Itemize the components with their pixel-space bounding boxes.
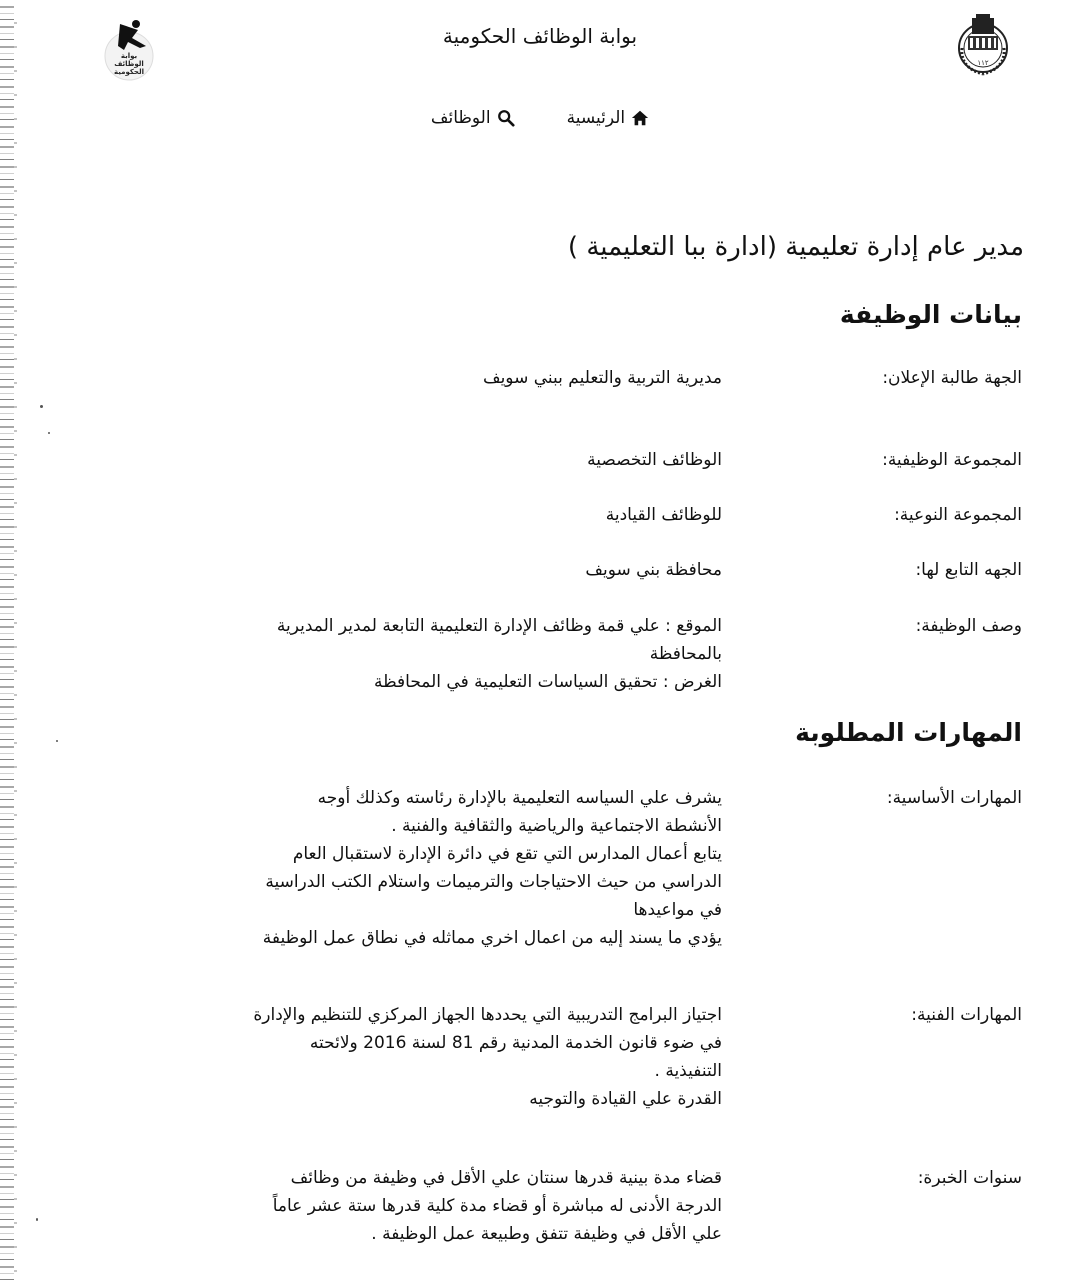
- jobs-portal-logo: [98, 16, 160, 82]
- skills-heading: المهارات المطلوبة: [795, 718, 1022, 747]
- field-affiliated-entity: [72, 556, 1022, 584]
- field-type-group: [72, 501, 1022, 529]
- field-label: الجهة طالبة الإعلان:: [882, 368, 1022, 388]
- home-icon: [631, 109, 649, 127]
- field-requesting-entity: [72, 364, 1022, 392]
- field-label: المهارات الأساسية:: [886, 788, 1022, 808]
- nav-home-link[interactable]: [567, 108, 650, 128]
- field-label: الجهه التابع لها:: [915, 560, 1022, 580]
- field-job-description: [72, 612, 1022, 696]
- nav-home-label: الرئيسية: [566, 108, 626, 128]
- field-label: المجموعة النوعية:: [894, 505, 1022, 525]
- field-job-group: [72, 446, 1022, 474]
- job-title: مدير عام إدارة تعليمية (ادارة ببا التعليمية ): [567, 232, 1024, 262]
- scan-speck: [56, 740, 58, 742]
- field-basic-skills: [72, 784, 1022, 952]
- field-experience-years: [72, 1164, 1022, 1248]
- site-header: [0, 0, 1080, 100]
- scan-speck: [36, 1218, 38, 1221]
- svg-text:بوابة: بوابة: [120, 52, 138, 60]
- nav-jobs-link[interactable]: [431, 108, 515, 128]
- field-value: مديرية التربية والتعليم ببني سويف: [482, 368, 722, 388]
- main-nav: [0, 108, 1080, 128]
- job-data-heading: بيانات الوظيفة: [839, 300, 1022, 329]
- field-label: سنوات الخبرة:: [917, 1168, 1022, 1188]
- field-label: المجموعة الوظيفية:: [882, 450, 1022, 470]
- field-value: محافظة بني سويف: [585, 560, 722, 580]
- site-title: بوابة الوظائف الحكومية: [442, 24, 638, 48]
- svg-text:الحكومية: الحكومية: [114, 68, 144, 76]
- field-label: المهارات الفنية:: [911, 1005, 1022, 1025]
- scan-edge-noise: [0, 0, 14, 1281]
- svg-text:١١٢: ١١٢: [977, 59, 989, 67]
- nav-jobs-label: الوظائف: [430, 108, 491, 128]
- search-icon: [497, 109, 515, 127]
- scan-speck: [48, 432, 50, 434]
- field-value: الموقع : علي قمة وظائف الإدارة التعليمية التابعة لمدير المديرية بالمحافظة الغرض : تحقيق السياسات التعليمية في المحافظة: [276, 616, 722, 692]
- field-technical-skills: [72, 1001, 1022, 1113]
- field-value: يشرف علي السياسه التعليمية بالإدارة رئاسته وكذلك أوجه الأنشطة الاجتماعية والرياضية والثقافية والفنية . يتابع أعمال المدارس التي تقع في دائرة الإدارة لاستقبال العام الدراسي من حيث الاحتياجات والترميمات واستلام الكتب الدراسية في مواعيدها يؤدي ما يسند إليه من اعمال اخري مماثله في نطاق عمل الوظيفة: [262, 788, 722, 948]
- field-value: اجتياز البرامج التدريبية التي يحددها الجهاز المركزي للتنظيم والإدارة في ضوء قانون الخدمة المدنية رقم 81 لسنة 2016 ولائحته التنفيذية . القدرة علي القيادة والتوجيه: [253, 1005, 722, 1109]
- field-value: قضاء مدة بينية قدرها سنتان علي الأقل في وظيفة من وظائف الدرجة الأدنى له مباشرة أو قضاء مدة كلية قدرها ستة عشر عاماً علي الأقل في وظيفة تتفق وطبيعة عمل الوظيفة .: [272, 1168, 722, 1244]
- svg-text:الوظائف: الوظائف: [114, 60, 144, 68]
- field-value: للوظائف القيادية: [605, 505, 722, 525]
- field-label: وصف الوظيفة:: [915, 616, 1022, 636]
- field-value: الوظائف التخصصية: [587, 450, 722, 470]
- scan-speck: [40, 405, 43, 408]
